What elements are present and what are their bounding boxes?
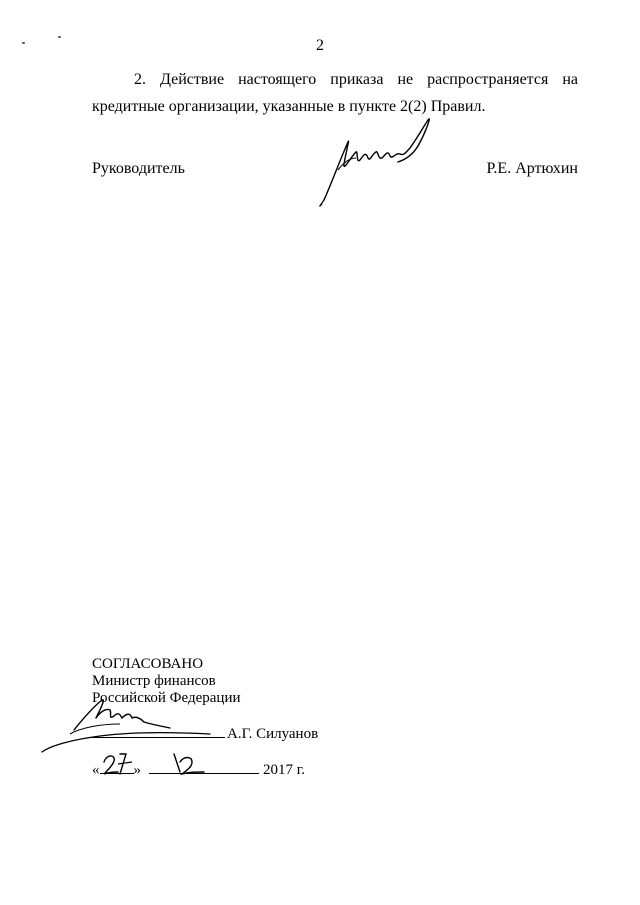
date-close-quote: » <box>133 762 141 778</box>
approval-signer-name: А.Г. Силуанов <box>227 726 319 742</box>
date-year: 2017 г. <box>263 762 305 778</box>
signer-title: Руководитель <box>92 160 185 177</box>
handwritten-signature-director <box>310 112 435 212</box>
handwritten-date <box>100 750 210 780</box>
signer-name: Р.Е. Артюхин <box>486 160 578 177</box>
body-paragraph: 2. Действие настоящего приказа не распространяется на кредитные организации, указанные в пункте 2(2) Правил. <box>92 71 578 115</box>
approval-position-line-2: Российской Федерации <box>92 690 241 706</box>
date-open-quote: « <box>92 762 100 778</box>
approval-position-line-1: Министр финансов <box>92 673 216 689</box>
page-number: 2 <box>316 37 324 54</box>
approval-heading: СОГЛАСОВАНО <box>92 656 204 672</box>
